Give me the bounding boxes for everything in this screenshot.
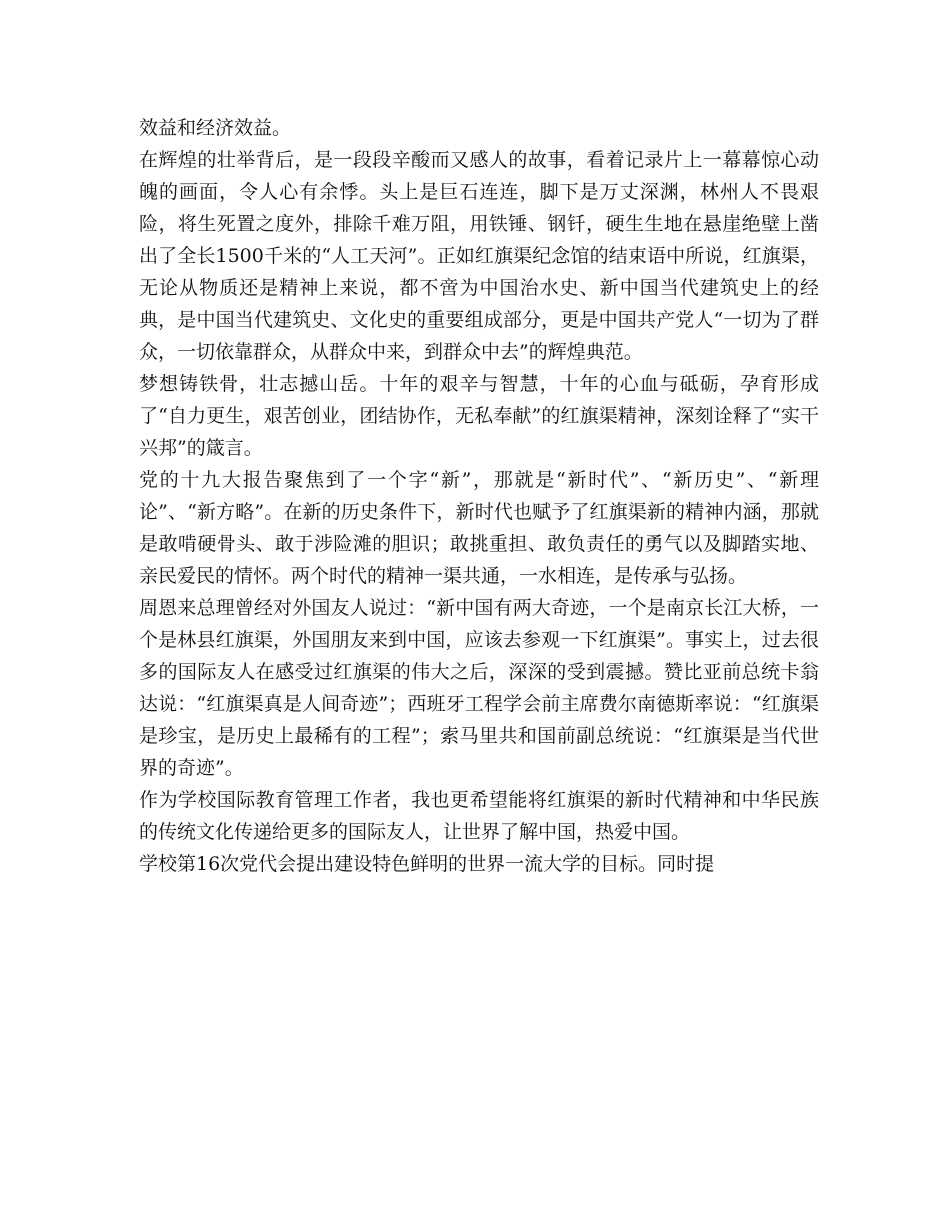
document-body — [139, 112, 819, 880]
paragraph-1: 效益和经济效益。 — [139, 117, 292, 139]
paragraph-3: 梦想铸铁骨，壮志撼山岳。十年的艰辛与智慧，十年的心血与砥砺，孕育形成了“自力更生，艰苦创业，团结协作，无私奉献”的红旗渠精神，深刻诠释了“实干兴邦”的箴言。 — [139, 373, 819, 459]
paragraph-7: 学校第16次党代会提出建设特色鲜明的世界一流大学的目标。同时提 — [139, 853, 715, 875]
paragraph-6: 作为学校国际教育管理工作者，我也更希望能将红旗渠的新时代精神和中华民族的传统文化传递给更多的国际友人，让世界了解中国，热爱中国。 — [139, 789, 819, 843]
paragraph-2: 在辉煌的壮举背后，是一段段辛酸而又感人的故事，看着记录片上一幕幕惊心动魄的画面，令人心有余悸。头上是巨石连连，脚下是万丈深渊，林州人不畏艰险，将生死置之度外，排除千难万阻，用铁锤、钢钎，硬生生地在悬崖绝壁上凿出了全长1500千米的“人工天河”。正如红旗渠纪念馆的结束语中所说，红旗渠，无论从物质还是精神上来说，都不啻为中国治水史、新中国当代建筑史上的经典，是中国当代建筑史、文化史的重要组成部分，更是中国共产党人“一切为了群众，一切依靠群众，从群众中来，到群众中去”的辉煌典范。 — [139, 149, 819, 363]
paragraph-4: 党的十九大报告聚焦到了一个字“新”，那就是“新时代”、“新历史”、“新理论”、“新方略”。在新的历史条件下，新时代也赋予了红旗渠新的精神内涵，那就是敢啃硬骨头、敢于涉险滩的胆识；敢挑重担、敢负责任的勇气以及脚踏实地、亲民爱民的情怀。两个时代的精神一渠共通，一水相连，是传承与弘扬。 — [139, 469, 819, 587]
paragraph-5: 周恩来总理曾经对外国友人说过：“新中国有两大奇迹，一个是南京长江大桥，一个是林县红旗渠，外国朋友来到中国，应该去参观一下红旗渠”。事实上，过去很多的国际友人在感受过红旗渠的伟大之后，深深的受到震撼。赞比亚前总统卡翁达说：“红旗渠真是人间奇迹”；西班牙工程学会前主席费尔南德斯率说：“红旗渠是珍宝，是历史上最稀有的工程”；索马里共和国前副总统说：“红旗渠是当代世界的奇迹”。 — [139, 597, 819, 779]
